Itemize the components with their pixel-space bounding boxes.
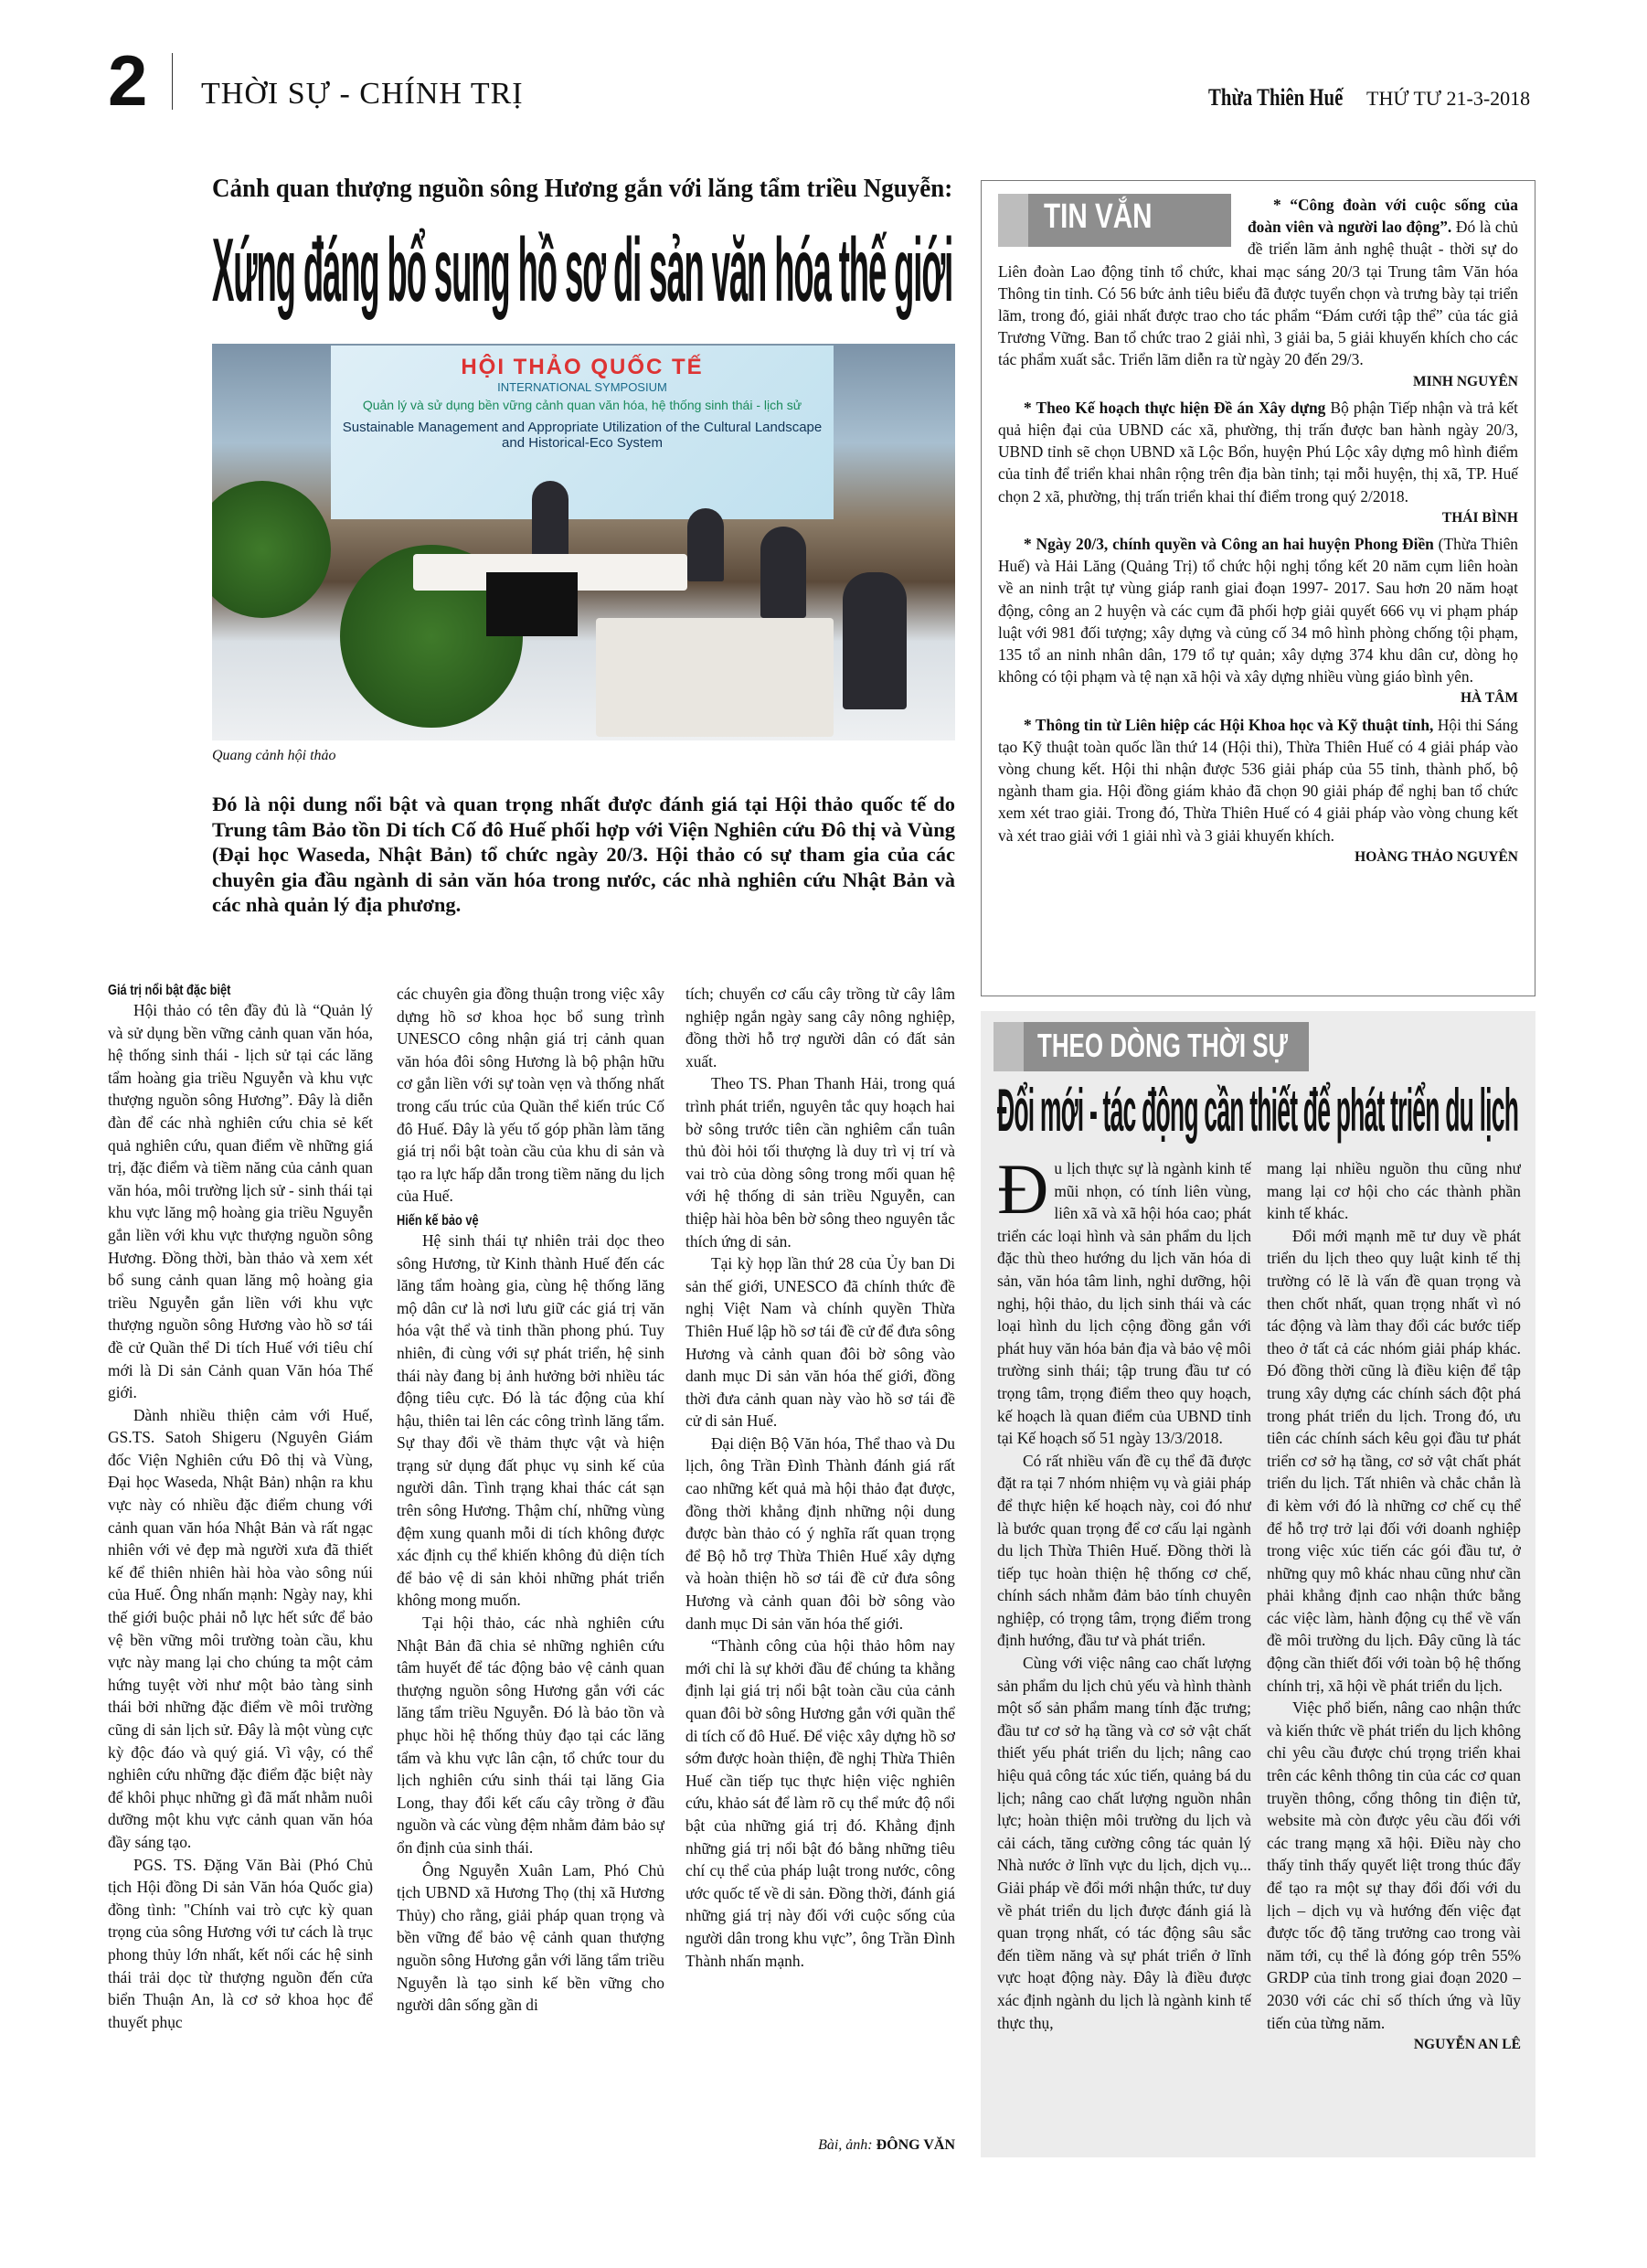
news-item: * Ngày 20/3, chính quyền và Công an hai huyện Phong Điền (Thừa Thiên Huế) và Hải Lăng (Quảng Trị) tổ chức hội nghị tổng kết 20 năm cụm liên hoàn về an ninh trật tự vùng giáp ranh giai đoạn 1997- 2017. Sau hơn 20 năm hoạt động, công an 2 huyện và các cụm đã phối hợp giải quyết 666 vụ vi phạm pháp luật với 981 đối tượng; xây dựng và củng cố 34 mô hình phòng chống tội phạm, 135 tổ an ninh nhân dân, 179 tổ tự quản; xây dựng 374 khu dân cư, dòng họ không có tội phạm và tệ nạn xã hội và xây dựng nhiều vùng giáo bình yên. xyxy=(998,535,1518,687)
page-number: 2 xyxy=(108,40,148,121)
paragraph: tích; chuyển cơ cấu cây trồng từ cây lâm nghiệp ngắn ngày sang cây nông nghiệp, đồng thời hỗ trợ người dân có đất sản xuất. xyxy=(685,985,955,1070)
monitor xyxy=(486,572,578,636)
theo-dong-thoi-su-box xyxy=(981,1011,1535,2157)
news-author: THÁI BÌNH xyxy=(1441,509,1518,526)
news-author: MINH NGUYÊN xyxy=(1413,373,1518,389)
news-item: * Theo Kế hoạch thực hiện Đề án Xây dựng Bộ phận Tiếp nhận và trả kết quả hiện đại của UBND các xã, phường, thị trấn được ban hành ngày 20/3, UBND tỉnh sẽ chọn UBND xã Lộc Bổn, huyện Phú Lộc xây dựng mô hình điểm của tỉnh để triển khai nhân rộng trên địa bàn tỉnh; tại mỗi huyện, thị xã, TP. Huế chọn 2 xã, phường, thị trấn triển khai thí điểm trong quý 2/2018. xyxy=(998,398,1518,506)
article-lead: Đó là nội dung nổi bật và quan trọng nhất được đánh giá tại Hội thảo quốc tế do Trung tâm Bảo tồn Di tích Cố đô Huế phối hợp với Viện Nghiên cứu Đô thị và Vùng (Đại học Waseda, Nhật Bản) tổ chức ngày 20/3. Hội thảo có sự tham gia của các chuyên gia đầu ngành di sản văn hóa trong nước, các nhà nghiên cứu Nhật Bản và các nhà quản lý địa phương. xyxy=(212,793,955,916)
byline-author: ĐÔNG VĂN xyxy=(876,2137,955,2153)
paragraph: Đổi mới mạnh mẽ tư duy về phát triển du lịch theo quy luật kinh tế thị trường có lẽ là vấn đề quan trọng và then chốt nhất, quan trọng nhất vì nó tác động và làm thay đổi các bước tiếp theo ở tất cả các nhóm giải pháp khác. Đó đồng thời cũng là điều kiện để tập trung xây dựng các chính sách đột phá trong phát triển du lịch. Trong đó, ưu tiên các chính sách kêu gọi đầu tư phát triển cơ sở hạ tầng, cơ sở vật chất phát triển du lịch. Tất nhiên và chắc chắn là đi kèm với đó là những cơ chế cụ thể để hỗ trợ trở lại đối với doanh nghiệp trong việc xúc tiến các gói đầu tư, ở những quy mô khác nhau cũng như cần phải khẳng định cao nhận thức bằng các việc làm, hành động cụ thể về vấn đề môi trường du lịch. Đây cũng là tác động cần thiết đối với toàn bộ hệ thống chính trị, xã hội về phát triển du lịch. xyxy=(1267,1226,1521,1695)
issue-date: THỨ TƯ 21-3-2018 xyxy=(1366,87,1531,110)
news-author: HOÀNG THẢO NGUYÊN xyxy=(1355,848,1518,865)
news-author: HÀ TÂM xyxy=(1460,690,1518,707)
paragraph: mang lại nhiều nguồn thu cũng như mang lại cơ hội cho các thành phần kinh tế khác. xyxy=(1267,1159,1521,1223)
header-divider xyxy=(172,53,173,110)
conference-photo xyxy=(212,344,955,740)
paragraph: Có rất nhiều vấn đề cụ thể đã được đặt ra tại 7 nhóm nhiệm vụ và giải pháp để thực hiện kế hoạch này, coi đó như là bước quan trọng để cơ cấu lại ngành du lịch Thừa Thiên Huế. Đồng thời là tiếp tục hoàn thiện hệ thống cơ chế, chính sách nhằm đảm bảo tính chuyên nghiệp, có trọng tâm, trọng điểm trong định hướng, đầu tư và phát triển. xyxy=(997,1451,1251,1650)
paragraph: Cùng với việc nâng cao chất lượng sản phẩm du lịch chủ yếu và hình thành một số sản phẩm mang tính đặc trưng; đầu tư cơ sở hạ tầng và cơ sở vật chất thiết yếu phát triển du lịch; nâng cao hiệu quả công tác xúc tiến, quảng bá du lịch; nâng cao chất lượng nguồn nhân lực; hoàn thiện môi trường du lịch và cải cách, tăng cường công tác quản lý Nhà nước ở lĩnh vực du lịch, dịch vụ... Giải pháp về đổi mới nhận thức, tư duy về phát triển du lịch được đánh giá là quan trọng nhất, có tác động sâu sắc đến tiềm năng và sự phát triển ở lĩnh vực hoạt động này. Đây là điều được xác định ngành du lịch là ngành kinh tế thực thụ, xyxy=(997,1654,1251,2032)
paragraph: Theo TS. Phan Thanh Hải, trong quá trình phát triển, nguyên tắc quy hoạch hai bờ sông trước tiên cần nghiêm cẩn tuân thủ đòi hỏi tối thượng là duy trì vị trí và vai trò của dòng sông trong mối quan hệ với hệ thống di sản triều Nguyễn, can thiệp hài hòa bên bờ sông theo nguyên tắc thích ứng di sản. xyxy=(685,1074,955,1251)
plant xyxy=(212,481,331,618)
subheading: Hiến kế bảo vệ xyxy=(397,1212,479,1229)
article-kicker: Cảnh quan thượng nguồn sông Hương gắn với lăng tẩm triều Nguyễn: xyxy=(212,174,953,203)
section-title: THỜI SỰ - CHÍNH TRỊ xyxy=(201,77,524,111)
paragraph: Tại hội thảo, các nhà nghiên cứu Nhật Bản đã chia sẻ những nghiên cứu tâm huyết để tác động bảo vệ cảnh quan thượng nguồn sông Hương gắn với các lăng tẩm triều Nguyễn. Đó là bảo tồn và phục hồi hệ thống thủy đạo tại các lăng tẩm và khu vực lân cận, tổ chức tour du lịch nghiên cứu sinh thái tại lăng Gia Long, thay đổi kết cấu cây trồng ở đầu nguồn và các vùng đệm nhằm đảm bảo sự ổn định của sinh thái. xyxy=(397,1613,664,1857)
paragraph: Ông Nguyễn Xuân Lam, Phó Chủ tịch UBND xã Hương Thọ (thị xã Hương Thủy) cho rằng, giải pháp quan trọng và bền vững để bảo vệ cảnh quan thượng nguồn sông Hương gắn với lăng tẩm triều Nguyễn là tạo sinh kế bền vững cho người dân sống gần di xyxy=(397,1860,664,2015)
tin-van-label xyxy=(998,194,1231,247)
tin-van-items xyxy=(998,194,1518,868)
paragraph: Dành nhiều thiện cảm với Huế, GS.TS. Satoh Shigeru (Nguyên Giám đốc Viện Nghiên cứu Đô thị và Vùng, Đại học Waseda, Nhật Bản) nhận ra khu vực này có nhiều đặc điểm chung với cảnh quan văn hóa Nhật Bản và rất ngạc nhiên với vẻ đẹp mà người xưa đã thiết kế để thiên nhiên hài hòa vào sông núi của Huế. Ông nhấn mạnh: Ngày nay, khi thế giới buộc phải nỗ lực hết sức để bảo vệ bền vững môi trường toàn cầu, khu vực này mang lại cho chúng ta một cảm hứng tuyệt vời như một bảo tàng sinh thái bởi những đặc điểm về môi trường cũng di sản lịch sử. Đây là một vùng cực kỳ độc đáo và quý giá. Vì vậy, có thể nghiên cứu những đặc điểm đặc biệt này để khôi phục những gì đã mất nhằm nuôi dưỡng một khu vực cảnh quan văn hóa đầy sáng tạo. xyxy=(108,1405,373,1851)
paragraph: PGS. TS. Đặng Văn Bài (Phó Chủ tịch Hội đồng Di sản Văn hóa Quốc gia) đồng tình: "Chính vai trò cực kỳ quan trọng của sông Hương với tư cách là trục phong thủy lớn nhất, kết nối các hệ sinh thái trải dọc từ thượng nguồn đến cửa biển Thuận An, là cơ sở khoa học để thuyết phục xyxy=(108,1855,373,2031)
commentary-title: Đổi mới - tác động cần thiết để phát triển du lịch xyxy=(997,1076,1519,1144)
masthead: Thừa Thiên Huế xyxy=(1208,84,1344,111)
person xyxy=(687,508,724,581)
paragraph: Hệ sinh thái tự nhiên trải dọc theo sông Hương, từ Kinh thành Huế đến các lăng tẩm hoàng gia, cùng hệ thống lăng mộ dân cư là nơi lưu giữ các giá trị văn hóa vật thể và tinh thần phong phú. Tuy nhiên, đi cùng với sự phát triển, hệ sinh thái này đang bị ảnh hưởng bởi nhiều tác động tiêu cực. Đó là tác động của khí hậu, thiên tai lên các công trình lăng tẩm. Sự thay đổi về thảm thực vật và hiện trạng sử dụng đất phục vụ sinh kế của người dân. Tình trạng khai thác cát sạn trên sông Hương. Thậm chí, những vùng đệm xung quanh mỗi di tích không được xác định cụ thể khiến không đủ diện tích để bảo vệ di sản khỏi những phát triển không mong muốn. xyxy=(397,1230,664,1610)
paragraph: Việc phổ biến, nâng cao nhận thức và kiến thức về phát triển du lịch không chỉ yêu cầu được chú trọng triển khai trên các kênh thông tin của các cơ quan truyền thông, cổng thông tin điện tử, website mà còn được yêu cầu đối với các trang mạng xã hội. Điều này cho thấy tỉnh thấy quyết liệt trong thúc đẩy để tạo ra một sự thay đổi đối với du lịch – dịch vụ và hướng đến việc đạt được tốc độ tăng trưởng cao trong vài năm tới, cụ thể là đóng góp trên 55% GRDP của tỉnh trong giai đoạn 2020 – 2030 với các chỉ số thích ứng và lũy tiến của từng năm. xyxy=(1267,1698,1521,2032)
banner-subtitle: INTERNATIONAL SYMPOSIUM xyxy=(497,380,667,394)
person xyxy=(843,572,907,709)
theo-dong-label xyxy=(994,1022,1309,1071)
speaker xyxy=(532,481,568,563)
photo-banner xyxy=(331,346,834,519)
paragraph: Hội thảo có tên đầy đủ là “Quản lý và sử dụng bền vững cảnh quan văn hóa, hệ thống sinh thái - lịch sử tại các lăng tẩm hoàng gia triều Nguyễn và khu vực thượng nguồn sông Hương”. Đây là diễn đàn để các nhà nghiên cứu chia sẻ kết quả nghiên cứu, quan điểm về những giá trị, đặc điểm và tiềm năng của cảnh quan văn hóa, môi trường lịch sử - sinh thái tại khu vực lăng mộ hoàng gia triều Nguyễn gắn liền với khu vực thượng nguồn sông Hương. Đồng thời, bàn thảo và xem xét bổ sung cảnh quan lăng mộ hoàng gia triều Nguyễn gắn liền với khu vực thượng nguồn sông Hương vào hồ sơ tái đề cử Quần thể Di tích Huế với tiêu chí mới là Di sản Cảnh quan Văn hóa Thế giới. xyxy=(108,1001,373,1402)
commentary-column-2 xyxy=(1267,1157,1521,2145)
paragraph: Đu lịch thực sự là ngành kinh tế mũi nhọn, có tính liên vùng, liên xã và xã hội hóa cao; phát triển các loại hình và sản phẩm du lịch đặc thù theo hướng du lịch văn hóa di sản, văn hóa tâm linh, nghỉ dưỡng, hội nghị, hội thảo, du lịch sinh thái và các loại hình du lịch cộng đồng gắn với phát huy văn hóa bản địa và bảo vệ môi trường sinh thái; tập trung đầu tư có trọng tâm, trọng điểm theo quy hoạch, kế hoạch là quan điểm của UBND tỉnh tại Kế hoạch số 51 ngày 13/3/2018. xyxy=(997,1157,1251,1448)
commentary-author: NGUYỄN AN LÊ xyxy=(1413,2037,1521,2053)
paragraph: các chuyên gia đồng thuận trong việc xây dựng hồ sơ khoa học bổ sung trình UNESCO công nhận giá trị cảnh quan văn hóa đôi sông Hương là bộ phận hữu cơ gắn liền với sự toàn vẹn và thống nhất trong cấu trúc của Quần thể kiến trúc Cố đô Huế. Đây là yếu tố góp phần làm tăng giá trị nổi bật toàn cầu của khu di sản và tạo ra lực hấp dẫn trong tiềm năng du lịch của Huế. xyxy=(397,985,664,1206)
paragraph: Đại diện Bộ Văn hóa, Thể thao và Du lịch, ông Trần Đình Thành đánh giá rất cao những kết quả mà hội thảo đạt được, đồng thời khẳng định những nội dung được bàn thảo có ý nghĩa rất quan trọng để Bộ hỗ trợ Thừa Thiên Huế xây dựng và hoàn thiện hồ sơ tái đề cử đưa sông Hương và cảnh quan đôi bờ sông vào danh mục Di sản văn hóa thế giới. xyxy=(685,1433,955,1633)
article-column-2 xyxy=(397,983,664,2162)
table xyxy=(596,618,834,737)
theo-dong-label-text: THEO DÒNG THỜI SỰ xyxy=(1037,1027,1289,1064)
news-item: * Thông tin từ Liên hiệp các Hội Khoa học và Kỹ thuật tỉnh, Hội thi Sáng tạo Kỹ thuật toàn quốc lần thứ 14 (Hội thi), Thừa Thiên Huế có 4 giải pháp vào vòng chung kết. Hội thi nhận được 536 giải pháp của 55 tỉnh, thành phố, bộ ngành tham gia. Hội đồng giám khảo đã chọn 90 giải pháp để nghị ban tổ chức xem xét trao giải. Trong đó, Thừa Thiên Huế có 4 giải pháp vào vòng chung kết và xét trao giải với 1 giải nhì và 3 giải khuyến khích. xyxy=(998,715,1518,845)
photo-caption: Quang cảnh hội thảo xyxy=(212,748,336,763)
banner-vi: Quản lý và sử dụng bền vững cảnh quan văn hóa, hệ thống sinh thái - lịch sử xyxy=(362,398,802,412)
article-byline xyxy=(685,2137,955,2154)
news-item: * “Công đoàn với cuộc sống của đoàn viên và người lao động”. Đó là chủ đề triển lãm ảnh nghệ thuật - thời sự do Liên đoàn Lao động tỉnh tổ chức, khai mạc sáng 20/3 tại Trung tâm Văn hóa Thông tin tỉnh. Có 56 bức ảnh tiêu biểu đã được tuyển chọn và trưng bày tại triển lãm, trong đó, giải nhất được trao cho tác phẩm “Đám cưới tập thể” của tác giả Trương Vững. Ban tổ chức trao 2 giải nhì, 3 giải ba, 5 giải khuyến khích cho các tác phẩm xuất sắc. Triển lãm diễn ra từ ngày 20 đến 29/3. xyxy=(998,196,1518,369)
tin-van-label-text: TIN VẮN xyxy=(1044,197,1153,236)
article-column-3 xyxy=(685,983,955,2133)
article-headline: Xứng đáng bổ sung hồ sơ di sản văn hóa thế giới xyxy=(212,219,953,320)
banner-title: HỘI THẢO QUỐC TẾ xyxy=(461,355,704,379)
person xyxy=(760,527,806,618)
banner-en: Sustainable Management and Appropriate Utilization of the Cultural Landscape and Historical-Eco System xyxy=(342,420,823,451)
byline-label: Bài, ảnh: xyxy=(818,2137,873,2153)
paragraph: “Thành công của hội thảo hôm nay mới chỉ là sự khởi đầu để chúng ta khẳng định lại giá trị nổi bật toàn cầu của cảnh quan đôi bờ sông Hương gắn với quần thể di tích cố đô Huế. Để việc xây dựng hồ sơ sớm được hoàn thiện, đề nghị Thừa Thiên Huế cần tiếp tục thực hiện việc nghiên cứu, khảo sát để làm rõ cụ thể mức độ nổi bật của những giá trị đó. Khẳng định những giá trị nổi bật đó bằng những tiêu chí cụ thể của pháp luật trong nước, công ước quốc tế về di sản. Đồng thời, đánh giá những giá trị này đối với cuộc sống của người dân trong khu vực”, ông Trần Đình Thành nhấn mạnh. xyxy=(685,1636,955,1970)
article-column-1 xyxy=(108,983,373,2162)
tin-van-box xyxy=(981,180,1535,996)
commentary-column-1 xyxy=(997,1157,1251,2145)
subheading: Giá trị nổi bật đặc biệt xyxy=(108,983,231,998)
drop-cap: Đ xyxy=(997,1157,1049,1229)
paragraph: Tại kỳ họp lần thứ 28 của Ủy ban Di sản thế giới, UNESCO đã chính thức đề nghị Việt Nam và chính quyền Thừa Thiên Huế lập hồ sơ tái đề cử để đưa sông Hương và cảnh quan đôi bờ sông vào danh mục Di sản văn hóa thế giới, đồng thời đưa cảnh quan này vào hồ sơ tái đề cử di sản Huế. xyxy=(685,1254,955,1431)
